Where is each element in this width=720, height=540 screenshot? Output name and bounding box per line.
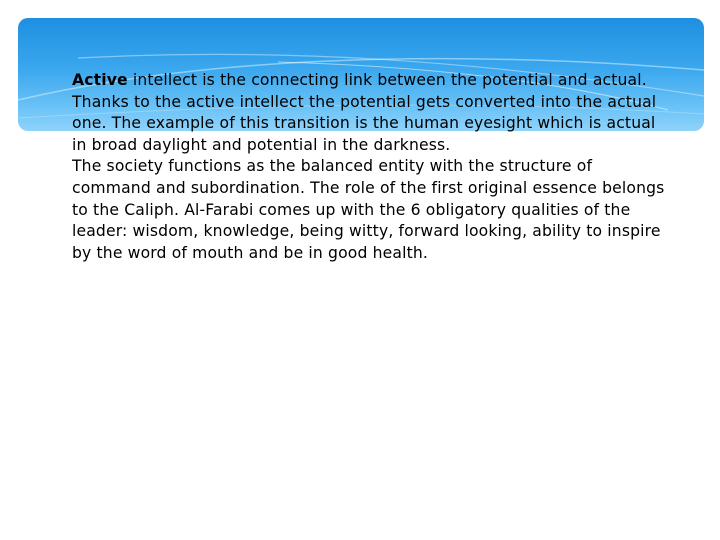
slide-body-text — [72, 70, 672, 264]
paragraph-1-text: intellect is the connecting link between the potential and actual. Thanks to the active intellect the potential gets converted into the actual one. The example of this transition is the human eyesight which is actual in broad daylight and potential in the darkness. — [72, 71, 657, 154]
paragraph-society: The society functions as the balanced entity with the structure of command and subordination. The role of the first original essence belongs to the Caliph. Al-Farabi comes up with the 6 obligatory qualities of the leader: wisdom, knowledge, being witty, forward looking, ability to inspire by the word of mouth and be in good health. — [72, 157, 665, 262]
bold-lead-word: Active — [72, 71, 128, 89]
paragraph-active-intellect — [72, 70, 672, 156]
